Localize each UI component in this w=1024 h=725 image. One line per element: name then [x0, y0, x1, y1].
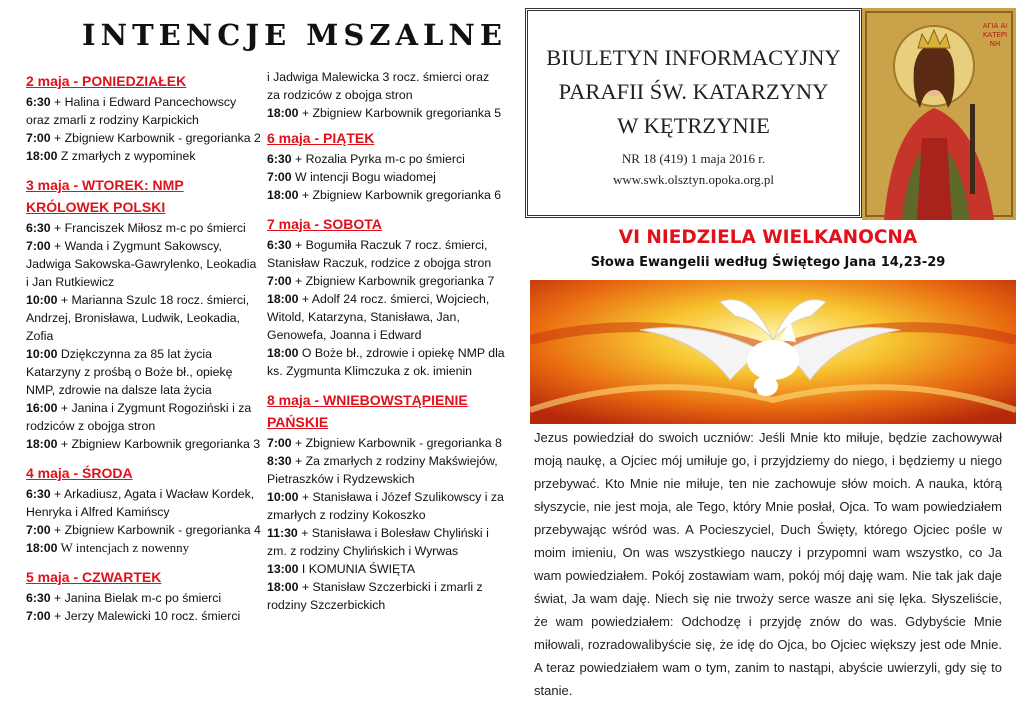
intention-text: + Jerzy Malewicki 10 rocz. śmierci: [50, 609, 241, 623]
intention-time: 18:00: [267, 292, 299, 306]
intention-text: + Zbigniew Karbownik - gregorianka 4: [50, 523, 261, 537]
intention-text: + Za zmarłych z rodziny Makświejów, Pietraszków i Rydzewskich: [267, 454, 498, 486]
intention-entry: [267, 236, 505, 272]
intention-continued: i Jadwiga Malewicka 3 rocz. śmierci oraz za rodziców z obojga stron: [267, 70, 490, 102]
intention-entry: [26, 435, 262, 453]
intention-text: + Zbigniew Karbownik - gregorianka 2: [50, 131, 261, 145]
intention-entry: [267, 104, 505, 122]
intention-entry: [267, 272, 505, 290]
intention-entry: [267, 488, 505, 524]
intention-text: + Stanisława i Józef Szulikowscy i za zmarłych z rodziny Kokoszko: [267, 490, 504, 522]
bulletin-title-line: W KĘTRZYNIE: [617, 113, 770, 138]
intention-time: 7:00: [26, 609, 51, 623]
intention-text: + Wanda i Zygmunt Sakowscy, Jadwiga Sakowska-Gawrylenko, Leokadia i Jan Rutkiewicz: [26, 239, 257, 289]
intention-time: 6:30: [26, 95, 51, 109]
day-heading: 3 maja - WTOREK: NMP KRÓLOWEK POLSKI: [26, 177, 184, 215]
day-heading: 5 maja - CZWARTEK: [26, 569, 162, 585]
intention-text: + Bogumiła Raczuk 7 rocz. śmierci, Stanisław Raczuk, rodzice z obojga stron: [267, 238, 492, 270]
intention-entry: [267, 168, 505, 186]
st-catherine-icon: [862, 8, 1016, 220]
sunday-title: VI NIEDZIELA WIELKANOCNA: [618, 227, 918, 248]
day-block: [26, 70, 262, 165]
intention-text: + Zbigniew Karbownik gregorianka 6: [298, 188, 502, 202]
parish-url[interactable]: www.swk.olsztyn.opoka.org.pl: [612, 172, 775, 187]
intention-time: 18:00: [267, 346, 299, 360]
intention-entry: [267, 150, 505, 168]
intention-entry: [26, 237, 262, 291]
intention-time: 18:00: [267, 188, 299, 202]
intention-entry: [26, 521, 262, 539]
day-heading: 7 maja - SOBOTA: [267, 216, 382, 232]
intention-text: Dziękczynna za 85 lat życia Katarzyny z prośbą o Boże bł., opiekę NMP, zdrowie na dalsze lata życia: [26, 347, 233, 397]
intention-entry: [267, 452, 505, 488]
intention-text: + Franciszek Miłosz m-c po śmierci: [50, 221, 246, 235]
intention-text: + Zbigniew Karbownik - gregorianka 8: [291, 436, 502, 450]
intention-time: 7:00: [267, 170, 292, 184]
intention-time: 6:30: [267, 152, 292, 166]
intention-time: 7:00: [267, 274, 292, 288]
intention-time: 7:00: [26, 131, 51, 145]
intention-time: 10:00: [26, 347, 58, 361]
intention-time: 18:00: [26, 541, 58, 555]
intention-entry: [26, 345, 262, 399]
intention-time: 16:00: [26, 401, 58, 415]
bulletin-front-page: [520, 8, 1016, 722]
gospel-text: Jezus powiedział do swoich uczniów: Jeśli Mnie kto miłuje, będzie zachowywał moją naukę, a Ojciec mój umiłuje go, i przyjdziemy do niego, i będziemy u niego przebywać. Kto Mnie nie miłuje, ten nie zachowuje słów moich. A nauka, którą słyszycie, nie jest moja, ale Tego, który Mnie posłał, Ojca. To wam powiedziałem przebywając wśród was. A Pocieszyciel, Duch Święty, którego Ojciec pośle w moim imieniu, On was wszystkiego nauczy i przypomni wam wszystko, co Ja wam powiedziałem. Pokój zostawiam wam, pokój mój daję wam. Nie tak jak daje świat, Ja wam daję. Niech się nie trwoży serce wasze ani się lęka. Słyszeliście, że wam powiedziałem: Odchodzę i przyjdę znów do was. Gdybyście Mnie miłowali, rozradowalibyście się, że idę do Ojca, bo Ojciec większy jest ode Mnie. A teraz powiedziałem wam o tym, zanim to nastąpi, abyście uwierzyli, gdy się to stanie.: [534, 430, 1002, 698]
intention-entry: [26, 399, 262, 435]
day-block: [267, 127, 505, 204]
intention-entry: [26, 485, 262, 521]
issue-number: NR 18 (419) 1 maja 2016 r.: [621, 151, 766, 166]
intention-text: + Zbigniew Karbownik gregorianka 3: [57, 437, 261, 451]
intention-entry: [26, 147, 262, 165]
day-block: [26, 174, 262, 453]
intention-time: 6:30: [267, 238, 292, 252]
bulletin-header: [525, 8, 862, 218]
intention-time: 6:30: [26, 591, 51, 605]
intention-text: + Janina i Zygmunt Rogoziński i za rodziców z obojga stron: [26, 401, 252, 433]
intention-time: 8:30: [267, 454, 292, 468]
bulletin-title: [528, 41, 859, 143]
intention-text: + Zbigniew Karbownik gregorianka 5: [298, 106, 502, 120]
intention-time: 6:30: [26, 221, 51, 235]
intention-entry: [26, 607, 262, 625]
day-heading: 4 maja - ŚRODA: [26, 465, 133, 481]
day-block: [26, 566, 262, 625]
intention-time: 18:00: [267, 106, 299, 120]
intention-time: 10:00: [267, 490, 299, 504]
holy-spirit-dove-image: [530, 280, 1016, 424]
intention-text: O Boże bł., zdrowie i opiekę NMP dla ks. Zygmunta Klimczuka z ok. imienin: [267, 346, 505, 378]
intention-time: 10:00: [26, 293, 58, 307]
intention-entry: [26, 539, 262, 557]
day-block: [267, 213, 505, 380]
intention-text: + Janina Bielak m-c po śmierci: [50, 591, 222, 605]
intention-text: + Zbigniew Karbownik gregorianka 7: [291, 274, 495, 288]
intentions-column-2: [267, 68, 505, 623]
gospel-reference: Słowa Ewangelii według Świętego Jana 14,23-29: [590, 255, 946, 270]
intention-text: + Arkadiusz, Agata i Wacław Kordek, Henryka i Alfred Kamińscy: [26, 487, 255, 519]
icon-caption: ΑΓΙΑ ΑΙΚΑΤΕΡΙΝΗ: [982, 22, 1008, 48]
intention-time: 7:00: [26, 523, 51, 537]
intention-entry: [267, 186, 505, 204]
intention-text: + Adolf 24 rocz. śmierci, Wojciech, Witold, Katarzyna, Stanisława, Jan, Genowefa, Joanna i Edward: [267, 292, 490, 342]
day-block: [267, 389, 505, 614]
intention-text: W intencji Bogu wiadomej: [291, 170, 436, 184]
intention-time: 6:30: [26, 487, 51, 501]
intention-text: I KOMUNIA ŚWIĘTA: [298, 562, 416, 576]
intention-time: 7:00: [26, 239, 51, 253]
intention-text: Z zmarłych z wypominek: [57, 149, 196, 163]
intention-entry: [267, 578, 505, 614]
intention-text: + Halina i Edward Pancechowscy oraz zmarli z rodziny Karpickich: [26, 95, 237, 127]
intention-time: 13:00: [267, 562, 299, 576]
intention-text: + Marianna Szulc 18 rocz. śmierci, Andrzej, Bronisława, Ludwik, Leokadia, Zofia: [26, 293, 250, 343]
intention-text: W intencjach z nowenny: [57, 540, 190, 555]
intention-entry: [267, 560, 505, 578]
intention-entry: [267, 344, 505, 380]
page-title: INTENCJE MSZALNE: [82, 18, 507, 52]
intention-entry: [267, 434, 505, 452]
day-block: [26, 462, 262, 557]
intention-entry: [26, 589, 262, 607]
intention-time: 11:30: [267, 526, 298, 540]
day-heading: 6 maja - PIĄTEK: [267, 130, 375, 146]
intention-time: 18:00: [267, 580, 299, 594]
intention-text: + Stanisława i Bolesław Chyliński i zm. z rodziny Chylińskich i Wyrwas: [267, 526, 489, 558]
intention-time: 18:00: [26, 149, 58, 163]
intention-entry: [26, 219, 262, 237]
mass-intentions-page: [26, 10, 506, 722]
intention-entry: [26, 93, 262, 129]
intention-text: + Stanisław Szczerbicki i zmarli z rodziny Szczerbickich: [267, 580, 483, 612]
intention-text: + Rozalia Pyrka m-c po śmierci: [291, 152, 465, 166]
bulletin-title-line: BIULETYN INFORMACYJNY: [546, 45, 841, 70]
day-heading: 2 maja - PONIEDZIAŁEK: [26, 73, 187, 89]
day-heading: 8 maja - WNIEBOWSTĄPIENIE PAŃSKIE: [267, 392, 468, 430]
intention-entry: [267, 290, 505, 344]
intention-time: 18:00: [26, 437, 58, 451]
intention-entry: [267, 524, 505, 560]
bulletin-title-line: PARAFII ŚW. KATARZYNY: [558, 79, 829, 104]
intention-time: 7:00: [267, 436, 292, 450]
intention-entry: [26, 291, 262, 345]
intentions-column-1: [26, 70, 262, 634]
intention-entry: [26, 129, 262, 147]
